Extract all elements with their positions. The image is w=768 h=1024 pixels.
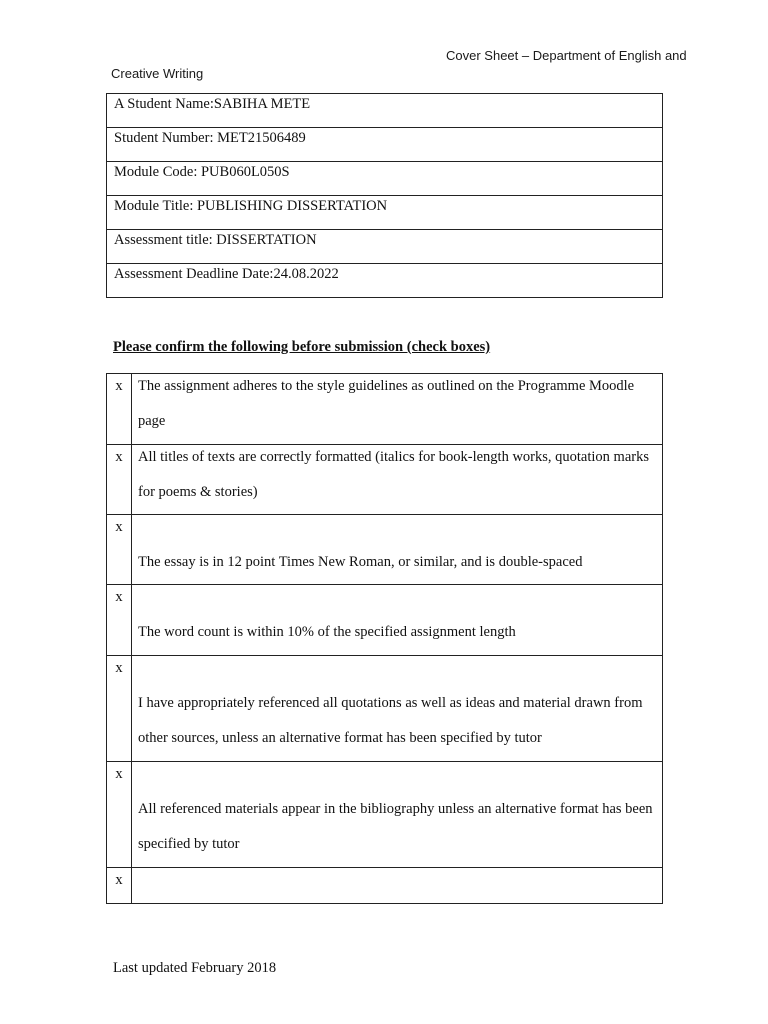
- confirm-heading: Please confirm the following before submission (check boxes): [113, 339, 491, 355]
- table-row: [107, 585, 663, 656]
- check-mark[interactable]: x: [107, 515, 132, 585]
- assessment-title: Assessment title: DISSERTATION: [114, 232, 317, 248]
- check-mark[interactable]: x: [107, 762, 132, 868]
- table-row: [107, 374, 663, 445]
- check-mark[interactable]: x: [107, 656, 132, 762]
- module-code: Module Code: PUB060L050S: [114, 164, 290, 180]
- student-name: A Student Name:SABIHA METE: [114, 96, 311, 112]
- table-row: [107, 196, 663, 230]
- checklist-item-text: I have appropriately referenced all quotations as well as ideas and material drawn from other sources, unless an alternative format has been specified by tutor: [138, 695, 643, 746]
- cover-sheet-title-continued: Creative Writing: [111, 66, 204, 81]
- student-info-table: [106, 93, 663, 298]
- table-row: [107, 515, 663, 585]
- table-row: [107, 868, 663, 904]
- check-mark[interactable]: x: [107, 445, 132, 515]
- table-row: [107, 94, 663, 128]
- table-row: [107, 762, 663, 868]
- checklist-item-text: The word count is within 10% of the specified assignment length: [138, 624, 516, 640]
- last-updated-note: Last updated February 2018: [113, 960, 277, 976]
- student-number: Student Number: MET21506489: [114, 130, 306, 146]
- table-row: [107, 230, 663, 264]
- checklist-item-text: The assignment adheres to the style guidelines as outlined on the Programme Moodle page: [138, 378, 635, 429]
- check-mark[interactable]: x: [107, 585, 132, 656]
- table-row: [107, 656, 663, 762]
- table-row: [107, 162, 663, 196]
- table-row: [107, 264, 663, 298]
- module-title: Module Title: PUBLISHING DISSERTATION: [114, 198, 388, 214]
- checklist-item-text: All referenced materials appear in the bibliography unless an alternative format has been specified by tutor: [138, 801, 653, 852]
- assessment-deadline: Assessment Deadline Date:24.08.2022: [114, 266, 339, 282]
- check-mark[interactable]: x: [107, 868, 132, 904]
- checklist-item-text: All titles of texts are correctly formatted (italics for book-length works, quotation marks for poems & stories): [138, 449, 649, 500]
- check-mark[interactable]: x: [107, 374, 132, 445]
- table-row: [107, 128, 663, 162]
- checklist-item-text: The essay is in 12 point Times New Roman, or similar, and is double-spaced: [138, 554, 583, 570]
- table-row: [107, 445, 663, 515]
- cover-sheet-title: Cover Sheet – Department of English and: [446, 48, 687, 63]
- submission-checklist: [106, 373, 663, 904]
